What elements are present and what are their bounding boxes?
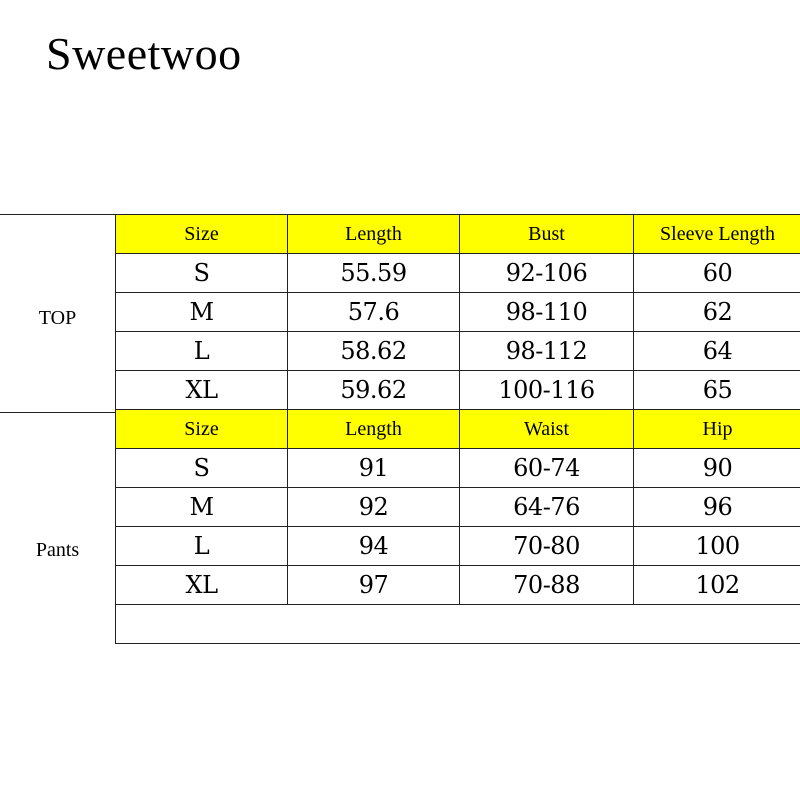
table-cell: 70-80 (460, 527, 634, 566)
table-row (116, 254, 800, 293)
table-cell: XL (116, 371, 288, 410)
table-cell: 65 (634, 371, 800, 410)
header-cell: Waist (460, 410, 634, 449)
table-cell: M (116, 293, 288, 332)
table-cell: 97 (288, 566, 460, 605)
top-header-row (116, 215, 800, 254)
header-cell: Sleeve Length (634, 215, 800, 254)
table-cell: L (116, 527, 288, 566)
header-cell: Size (116, 410, 288, 449)
header-cell: Bust (460, 215, 634, 254)
brand-title: Sweetwoo (46, 28, 242, 79)
table-cell: 58.62 (288, 332, 460, 371)
table-row (116, 566, 800, 605)
pants-header-row (116, 410, 800, 449)
size-chart-table (115, 214, 800, 644)
header-cell: Length (288, 215, 460, 254)
empty-row (116, 605, 800, 644)
table-cell: M (116, 488, 288, 527)
top-section-divider (0, 214, 116, 215)
table-cell: 60-74 (460, 449, 634, 488)
pants-section-divider (0, 412, 116, 413)
table-row (116, 293, 800, 332)
table-cell: 102 (634, 566, 800, 605)
table-cell: S (116, 254, 288, 293)
table-cell: 92 (288, 488, 460, 527)
section-label-top: TOP (38, 307, 77, 329)
table-cell: 90 (634, 449, 800, 488)
table-cell: 98-110 (460, 293, 634, 332)
table-cell: 70-88 (460, 566, 634, 605)
table-cell: 59.62 (288, 371, 460, 410)
table-cell: XL (116, 566, 288, 605)
table-cell: 64 (634, 332, 800, 371)
table-cell: 91 (288, 449, 460, 488)
table-cell: 62 (634, 293, 800, 332)
table-cell: S (116, 449, 288, 488)
table-cell: 100-116 (460, 371, 634, 410)
table-cell: 55.59 (288, 254, 460, 293)
table-row (116, 449, 800, 488)
header-cell: Hip (634, 410, 800, 449)
header-cell: Size (116, 215, 288, 254)
table-cell: 96 (634, 488, 800, 527)
table-cell: 98-112 (460, 332, 634, 371)
table-cell: 92-106 (460, 254, 634, 293)
table-cell: 100 (634, 527, 800, 566)
table-row (116, 527, 800, 566)
table-cell: L (116, 332, 288, 371)
table-cell: 57.6 (288, 293, 460, 332)
section-label-pants: Pants (35, 539, 80, 561)
table-cell: 60 (634, 254, 800, 293)
header-cell: Length (288, 410, 460, 449)
table-row (116, 371, 800, 410)
table-cell: 94 (288, 527, 460, 566)
table-row (116, 488, 800, 527)
empty-cell (116, 605, 800, 644)
table-row (116, 332, 800, 371)
table-cell: 64-76 (460, 488, 634, 527)
